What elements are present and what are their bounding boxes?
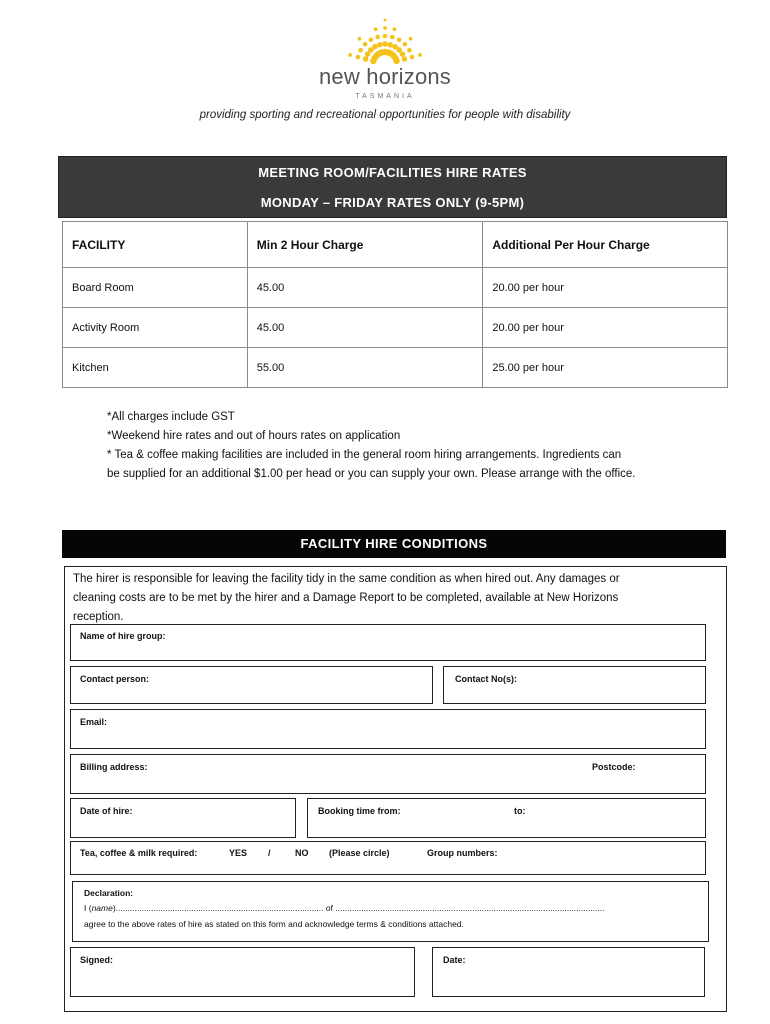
contact-number-label: Contact No(s): <box>455 674 517 684</box>
conditions-text <box>73 570 723 627</box>
date-of-hire-field[interactable] <box>70 798 296 838</box>
hire-group-label: Name of hire group: <box>80 631 166 641</box>
declaration-title: Declaration: <box>84 888 134 898</box>
date-of-hire-label: Date of hire: <box>80 806 133 816</box>
logo-subtitle: TASMANIA <box>355 93 415 100</box>
postcode-label: Postcode: <box>592 762 636 772</box>
note-line: * Tea & coffee making facilities are included in the general room hiring arrangements. Ingredients can <box>107 449 622 461</box>
please-circle-note: (Please circle) <box>329 848 390 858</box>
declaration-line[interactable] <box>84 903 605 913</box>
declaration-i: I ( <box>84 903 92 913</box>
yes-option[interactable]: YES <box>229 848 248 858</box>
email-label: Email: <box>80 717 108 727</box>
email-field[interactable] <box>70 709 706 749</box>
rates-title-box <box>58 156 727 218</box>
contact-number-field[interactable] <box>443 666 706 704</box>
column-header: Min 2 Hour Charge <box>247 222 483 268</box>
table-cell: Activity Room <box>63 308 248 348</box>
tea-coffee-label: Tea, coffee & milk required: <box>80 848 198 858</box>
table-cell: 45.00 <box>247 268 483 308</box>
tagline: providing sporting and recreational opportunities for people with disability <box>199 109 571 121</box>
table-cell: Board Room <box>63 268 248 308</box>
hire-group-field[interactable] <box>70 624 706 661</box>
table-header-row <box>63 222 728 268</box>
table-row <box>63 348 728 388</box>
conditions-title: FACILITY HIRE CONDITIONS <box>62 530 726 558</box>
booking-time-from-label: Booking time from: <box>318 806 401 816</box>
table-cell: 20.00 per hour <box>483 308 728 348</box>
column-header: Additional Per Hour Charge <box>483 222 728 268</box>
signed-field[interactable] <box>70 947 415 997</box>
declaration-dots: )........................................................................................ of .................................................................................................................. <box>112 903 605 913</box>
note-line: be supplied for an additional $1.00 per head or you can supply your own. Please arrange with the office. <box>107 468 636 480</box>
declaration-name-hint: name <box>91 903 113 913</box>
note-line: *Weekend hire rates and out of hours rates on application <box>107 430 401 442</box>
rates-subtitle: MONDAY – FRIDAY RATES ONLY (9-5PM) <box>260 195 525 210</box>
option-separator: / <box>268 848 271 858</box>
declaration-agree: agree to the above rates of hire as stated on this form and acknowledge terms & conditions attached. <box>84 919 464 929</box>
tea-coffee-field[interactable] <box>70 841 706 875</box>
date-label: Date: <box>443 955 466 965</box>
declaration-box <box>72 881 709 942</box>
conditions-line: The hirer is responsible for leaving the facility tidy in the same condition as when hired out. Any damages or <box>73 573 620 585</box>
contact-person-field[interactable] <box>70 666 433 704</box>
table-cell: 20.00 per hour <box>483 268 728 308</box>
rate-notes <box>107 408 727 484</box>
column-header: FACILITY <box>63 222 248 268</box>
no-option[interactable]: NO <box>295 848 309 858</box>
note-line: *All charges include GST <box>107 411 235 423</box>
table-row <box>63 268 728 308</box>
billing-address-field[interactable] <box>70 754 706 794</box>
group-numbers-label: Group numbers: <box>427 848 498 858</box>
billing-address-label: Billing address: <box>80 762 148 772</box>
contact-person-label: Contact person: <box>80 674 150 684</box>
table-row <box>63 308 728 348</box>
table-cell: 55.00 <box>247 348 483 388</box>
sunburst-icon <box>330 10 440 64</box>
logo-name: new horizons <box>318 64 452 89</box>
table-cell: Kitchen <box>63 348 248 388</box>
booking-time-to-label: to: <box>514 806 526 816</box>
rates-title: MEETING ROOM/FACILITIES HIRE RATES <box>258 165 527 180</box>
booking-time-field[interactable] <box>307 798 706 838</box>
conditions-line: cleaning costs are to be met by the hirer and a Damage Report to be completed, available at New Horizons <box>73 592 619 604</box>
date-field[interactable] <box>432 947 705 997</box>
signed-label: Signed: <box>80 955 113 965</box>
rates-table <box>62 221 728 388</box>
table-cell: 25.00 per hour <box>483 348 728 388</box>
conditions-line: reception. <box>73 611 124 623</box>
table-cell: 45.00 <box>247 308 483 348</box>
